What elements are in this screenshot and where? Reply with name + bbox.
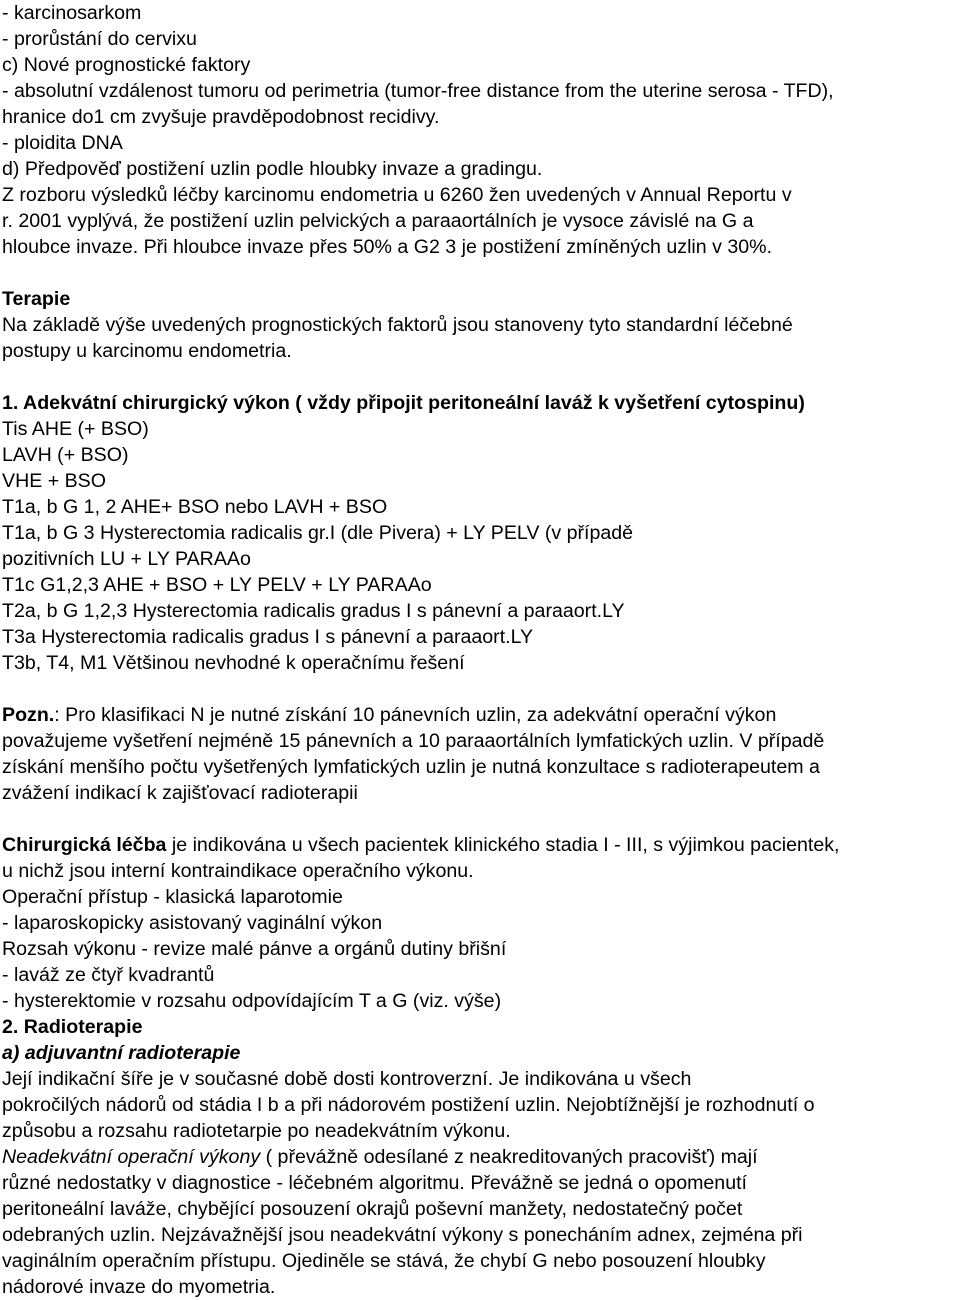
text-line: odebraných uzlin. Nejzávažnější jsou neadekvátní výkony s ponecháním adnex, zejména při <box>2 1224 803 1246</box>
text-line: zvážení indikací k zajišťovací radioterapii <box>2 782 358 804</box>
paragraph-gap <box>2 676 960 702</box>
inadequate-label: Neadekvátní operační výkony <box>2 1146 261 1168</box>
inadequate-line <box>2 1144 960 1170</box>
subheading: d) Předpověď postižení uzlin podle hloubky invaze a gradingu. <box>2 158 543 180</box>
text-line: Tis AHE (+ BSO) <box>2 418 149 440</box>
subheading: c) Nové prognostické faktory <box>2 54 251 76</box>
text-line: - absolutní vzdálenost tumoru od perimetria (tumor-free distance from the uterine serosa - TFD), <box>2 80 834 102</box>
section-heading-terapie: Terapie <box>2 288 71 310</box>
paragraph-gap <box>2 806 960 832</box>
text-line: - ploidita DNA <box>2 132 123 154</box>
text-line: Rozsah výkonu - revize malé pánve a orgánů dutiny břišní <box>2 938 507 960</box>
text-line: r. 2001 vyplývá, že postižení uzlin pelvických a paraaortálních je vysoce závislé na G a <box>2 210 754 232</box>
surgery-label: Chirurgická léčba <box>2 834 167 856</box>
text-line: LAVH (+ BSO) <box>2 444 129 466</box>
text-line: vaginálním operačním přístupu. Ojediněle se stává, že chybí G nebo posouzení hloubky <box>2 1250 766 1272</box>
note-line <box>2 702 960 728</box>
text-line: VHE + BSO <box>2 470 106 492</box>
text-line: Její indikační šíře je v současné době dosti kontroverzní. Je indikována u všech <box>2 1068 692 1090</box>
paragraph-gap <box>2 260 960 286</box>
text-line: pokročilých nádorů od stádia I b a při nádorovém postižení uzlin. Nejobtížnější je rozhodnutí o <box>2 1094 815 1116</box>
note-label: Pozn. <box>2 704 55 726</box>
text-line: T1a, b G 1, 2 AHE+ BSO nebo LAVH + BSO <box>2 496 388 518</box>
text-line: T1a, b G 3 Hysterectomia radicalis gr.I (dle Pivera) + LY PELV (v případě <box>2 522 634 544</box>
text-line: nádorové invaze do myometria. <box>2 1276 276 1298</box>
text-line: - prorůstání do cervixu <box>2 28 197 50</box>
note-text: : Pro klasifikaci N je nutné získání 10 pánevních uzlin, za adekvátní operační výkon <box>54 704 777 726</box>
inadequate-text: ( převážně odesílané z neakreditovaných pracovišť) mají <box>260 1146 758 1168</box>
text-line: získání menšího počtu vyšetřených lymfatických uzlin je nutná konzultace s radioterapeutem a <box>2 756 820 778</box>
section-heading-radiotherapy: 2. Radioterapie <box>2 1016 143 1038</box>
text-line: T3a Hysterectomia radicalis gradus I s pánevní a paraaort.LY <box>2 626 534 648</box>
text-line: Z rozboru výsledků léčby karcinomu endometria u 6260 žen uvedených v Annual Reportu v <box>2 184 792 206</box>
text-line: hranice do1 cm zvyšuje pravděpodobnost recidivy. <box>2 106 440 128</box>
text-line: - laváž ze čtyř kvadrantů <box>2 964 215 986</box>
text-line: způsobu a rozsahu radiotetarpie po neadekvátním výkonu. <box>2 1120 511 1142</box>
text-line: T1c G1,2,3 AHE + BSO + LY PELV + LY PARAAo <box>2 574 432 596</box>
text-line: - karcinosarkom <box>2 2 142 24</box>
text-line: považujeme vyšetření nejméně 15 pánevních a 10 paraaortálních lymfatických uzlin. V případě <box>2 730 825 752</box>
subheading-adjuvant: a) adjuvantní radioterapie <box>2 1042 241 1064</box>
text-line: - laparoskopicky asistovaný vaginální výkon <box>2 912 383 934</box>
text-line: Operační přístup - klasická laparotomie <box>2 886 343 908</box>
surgery-line <box>2 832 960 858</box>
section-heading-surgery: 1. Adekvátní chirurgický výkon ( vždy připojit peritoneální laváž k vyšetření cytospinu) <box>2 392 805 414</box>
surgery-text: je indikována u všech pacientek klinického stadia I - III, s výjimkou pacientek, <box>166 834 840 856</box>
text-line: peritoneální laváže, chybějící posouzení okrajů poševní manžety, nedostatečný počet <box>2 1198 743 1220</box>
text-line: Na základě výše uvedených prognostických faktorů jsou stanoveny tyto standardní léčebné <box>2 314 793 336</box>
text-line: postupy u karcinomu endometria. <box>2 340 292 362</box>
text-line: T3b, T4, M1 Většinou nevhodné k operačnímu řešení <box>2 652 465 674</box>
text-line: T2a, b G 1,2,3 Hysterectomia radicalis gradus I s pánevní a paraaort.LY <box>2 600 625 622</box>
text-line: hloubce invaze. Při hloubce invaze přes 50% a G2 3 je postižení zmíněných uzlin v 30%. <box>2 236 773 258</box>
text-line: pozitivních LU + LY PARAAo <box>2 548 251 570</box>
text-line: - hysterektomie v rozsahu odpovídajícím T a G (viz. výše) <box>2 990 502 1012</box>
paragraph-gap <box>2 364 960 390</box>
text-line: různé nedostatky v diagnostice - léčebném algoritmu. Převážně se jedná o opomenutí <box>2 1172 747 1194</box>
text-line: u nichž jsou interní kontraindikace operačního výkonu. <box>2 860 474 882</box>
